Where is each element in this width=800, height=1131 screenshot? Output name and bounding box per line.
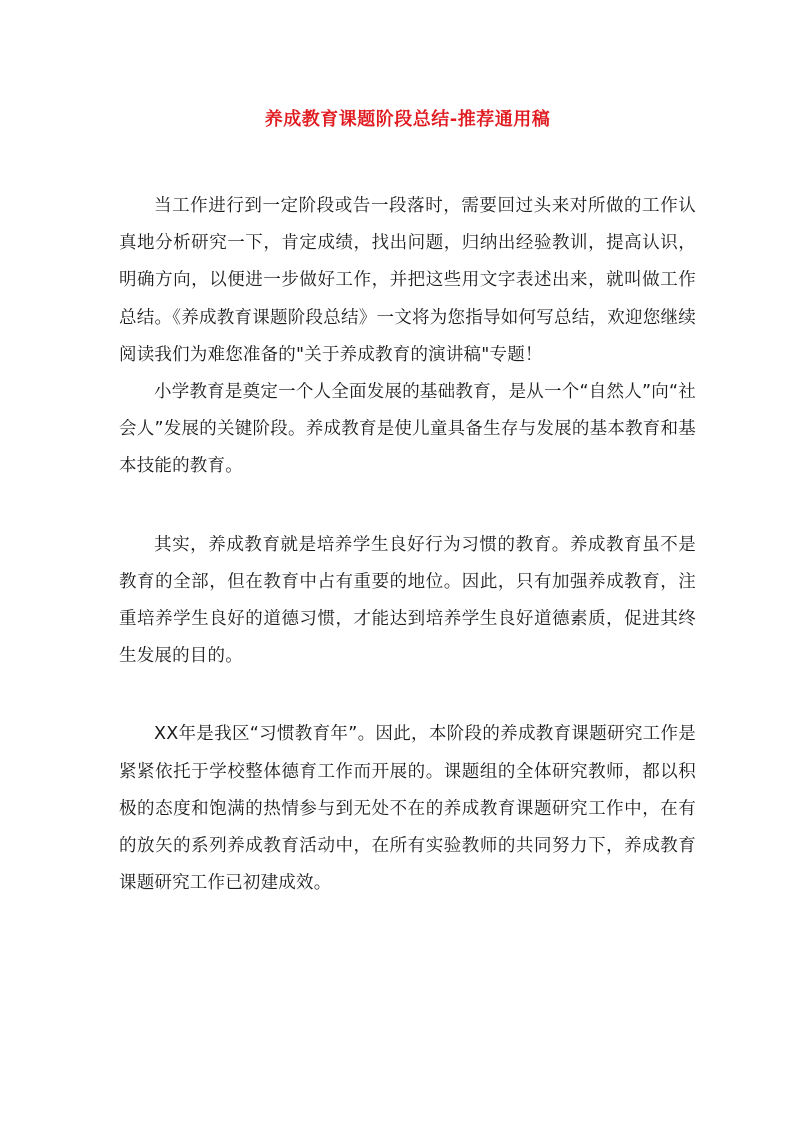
paragraph-habit-education: 其实，养成教育就是培养学生良好行为习惯的教育。养成教育虽不是教育的全部，但在教育中占有重要的地位。因此，只有加强养成教育，注重培养学生良好的道德习惯，才能达到培养学生良好道德素质，促进其终生发展的目的。: [119, 534, 696, 667]
paragraph-spacer: [119, 486, 696, 527]
paragraph-primary-education: 小学教育是奠定一个人全面发展的基础教育，是从一个“自然人”向“社会人”发展的关键阶段。养成教育是使儿童具备生存与发展的基本教育和基本技能的教育。: [119, 382, 696, 477]
document-title: 养成教育课题阶段总结-推荐通用稿: [264, 109, 551, 130]
paragraph-spacer: [119, 675, 696, 716]
paragraph-intro: 当工作进行到一定阶段或告一段落时，需要回过头来对所做的工作认真地分析研究一下，肯定成绩，找出问题，归纳出经验教训，提高认识，明确方向，以便进一步做好工作，并把这些用文字表述出来，就叫做工作总结。《养成教育课题阶段总结》一文将为您指导如何写总结，欢迎您继续阅读我们为难您准备的"关于养成教育的演讲稿"专题！: [119, 196, 696, 365]
paragraph-habit-year: XX年是我区“习惯教育年”。因此，本阶段的养成教育课题研究工作是紧紧依托于学校整体德育工作而开展的。课题组的全体研究教师，都以积极的态度和饱满的热情参与到无处不在的养成教育课题研究工作中，在有的放矢的系列养成教育活动中，在所有实验教师的共同努力下，养成教育课题研究工作已初建成效。: [119, 724, 696, 894]
